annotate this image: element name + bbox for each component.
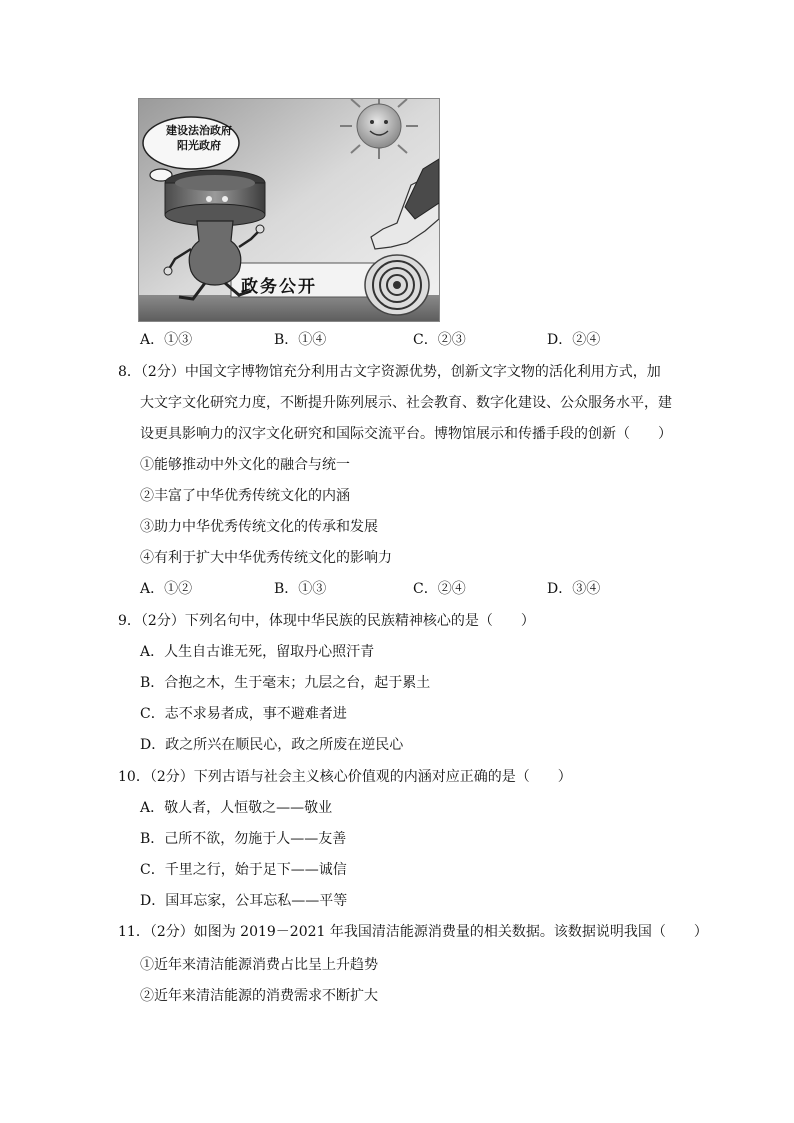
q8-statement: ①能够推动中外文化的融合与统一: [140, 457, 350, 473]
q8-options: [140, 579, 700, 599]
q8-option-a[interactable]: A．①②: [140, 581, 193, 597]
q10-stem: 10．（2分）下列古语与社会主义核心价值观的内涵对应正确的是（ ）: [118, 769, 572, 785]
q8-option-d[interactable]: D．③④: [547, 581, 601, 597]
banner-text: 政务公开: [241, 277, 317, 297]
q8-stem-line: 8．（2分）中国文字博物馆充分利用古文字资源优势，创新文字文物的活化利用方式，加: [118, 364, 661, 380]
q9-option-a[interactable]: A．人生自古谁无死，留取丹心照汗青: [140, 644, 375, 660]
speech-bubble-line: 建设法治政府: [166, 124, 232, 137]
q9-option-b[interactable]: B．合抱之木，生于毫末；九层之台，起于累土: [140, 675, 431, 691]
q8-statement: ③助力中华优秀传统文化的传承和发展: [140, 519, 378, 535]
q10-option-d[interactable]: D．国耳忘家，公耳忘私——平等: [140, 893, 348, 909]
q8-stem-line: 设更具影响力的汉字文化研究和国际交流平台。博物馆展示和传播手段的创新（ ）: [140, 426, 672, 442]
q8-statement: ②丰富了中华优秀传统文化的内涵: [140, 488, 350, 504]
q7-options: [140, 330, 700, 350]
q8-statement: ④有利于扩大中华优秀传统文化的影响力: [140, 550, 392, 566]
cartoon-figure: [138, 98, 440, 322]
q10-option-c[interactable]: C．千里之行，始于足下——诚信: [140, 862, 347, 878]
q9-option-d[interactable]: D．政之所兴在顺民心，政之所废在逆民心: [140, 737, 404, 753]
q11-statement: ②近年来清洁能源的消费需求不断扩大: [140, 988, 378, 1004]
q9-stem: 9．（2分）下列名句中，体现中华民族的民族精神核心的是（ ）: [118, 613, 535, 629]
q7-option-b[interactable]: B．①④: [274, 332, 327, 348]
q11-stem: 11．（2分）如图为 2019－2021 年我国清洁能源消费量的相关数据。该数据说明我国（ ）: [118, 924, 708, 940]
q7-option-a[interactable]: A．①③: [140, 332, 193, 348]
speech-bubble-line: 阳光政府: [177, 139, 221, 152]
q9-option-c[interactable]: C．志不求易者成，事不避难者进: [140, 706, 347, 722]
q8-option-b[interactable]: B．①③: [274, 581, 327, 597]
q8-option-c[interactable]: C．②④: [413, 581, 466, 597]
q10-option-a[interactable]: A．敬人者，人恒敬之——敬业: [140, 800, 333, 816]
q7-option-d[interactable]: D．②④: [547, 332, 601, 348]
q11-statement: ①近年来清洁能源消费占比呈上升趋势: [140, 957, 378, 973]
q7-option-c[interactable]: C．②③: [413, 332, 466, 348]
speech-bubble-text: [155, 123, 243, 153]
q10-option-b[interactable]: B．己所不欲，勿施于人——友善: [140, 831, 347, 847]
q8-stem-line: 大文字文化研究力度，不断提升陈列展示、社会教育、数字化建设、公众服务水平，建: [140, 395, 672, 411]
